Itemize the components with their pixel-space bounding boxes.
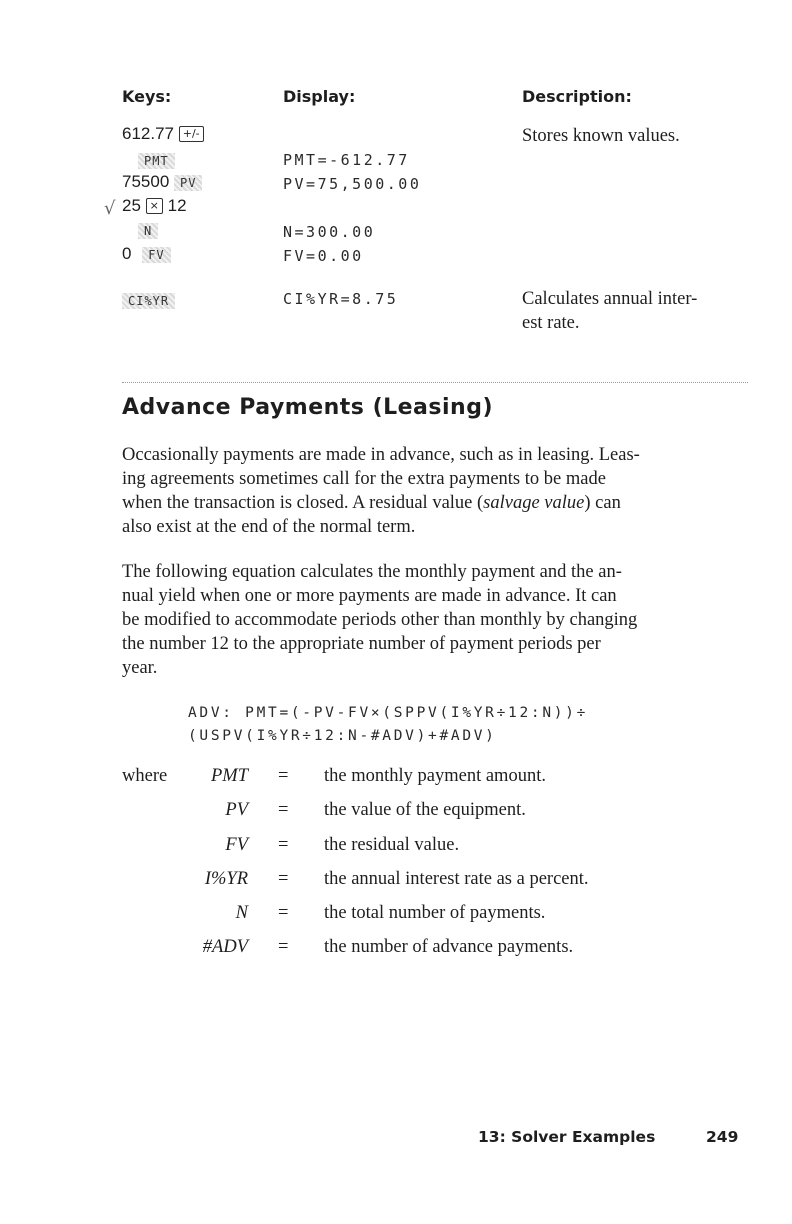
paragraph-line [122, 491, 740, 515]
def-pmt: the monthly payment amount. [324, 766, 546, 786]
var-n: N [235, 903, 248, 923]
paragraph-line: ing agreements sometimes call for the extra payments to be made [122, 469, 606, 489]
display-n: N=300.00 [283, 223, 376, 241]
footer-chapter: 13: Solver Examples [478, 1128, 656, 1146]
display-fv: FV=0.00 [283, 247, 364, 265]
keys-row-5 [138, 220, 158, 239]
change-sign-key: +/- [179, 126, 204, 142]
display-pv: PV=75,500.00 [283, 175, 422, 193]
keys-row-4 [122, 196, 187, 216]
ci-yr-softkey: CI%YR [122, 293, 175, 309]
def-n: the total number of payments. [324, 903, 546, 923]
equals-sign: = [278, 835, 289, 855]
var-fv: FV [225, 835, 248, 855]
keys-row-1 [122, 124, 204, 144]
paragraph-line: year. [122, 658, 158, 678]
display-pmt: PMT=-612.77 [283, 151, 410, 169]
paragraph-line: The following equation calculates the monthly payment and the an- [122, 562, 622, 582]
keys-row-6 [122, 244, 171, 264]
description-calculates [522, 287, 697, 335]
key-value: 612.77 [122, 124, 174, 143]
equals-sign: = [278, 766, 289, 786]
description-header: Description: [522, 87, 632, 106]
key-value: 25 [122, 196, 141, 215]
fv-softkey: FV [142, 247, 170, 263]
pv-softkey: PV [174, 175, 202, 191]
def-adv: the number of advance payments. [324, 937, 574, 957]
equation-line-2: (USPV(I%YR÷12:N-#ADV)+#ADV) [188, 728, 497, 744]
where-label: where [122, 766, 168, 786]
keys-row-7 [122, 290, 175, 309]
var-pmt: PMT [211, 766, 248, 786]
var-pv: PV [225, 800, 248, 820]
equals-sign: = [278, 869, 289, 889]
paragraph-line: the number 12 to the appropriate number of payment periods per [122, 634, 601, 654]
equals-sign: = [278, 937, 289, 957]
display-ci-yr: CI%YR=8.75 [283, 290, 399, 308]
description-line: Calculates annual inter- [522, 289, 698, 309]
display-header: Display: [283, 87, 356, 106]
text-run: ) can [584, 493, 621, 513]
var-i-yr: I%YR [204, 869, 248, 889]
keys-row-3 [122, 172, 202, 192]
key-value-2: 12 [167, 196, 187, 215]
var-adv: #ADV [202, 937, 248, 957]
paragraph-line: nual yield when one or more payments are made in advance. It can [122, 586, 617, 606]
keys-header: Keys: [122, 87, 172, 106]
def-i-yr: the annual interest rate as a percent. [324, 869, 589, 889]
key-value: 75500 [122, 172, 170, 191]
italic-term: salvage value [483, 493, 585, 513]
section-title: Advance Payments (Leasing) [122, 395, 494, 420]
pmt-softkey: PMT [138, 153, 175, 169]
page-number: 249 [706, 1128, 739, 1146]
equals-sign: = [278, 903, 289, 923]
equals-sign: = [278, 800, 289, 820]
text-run: when the transaction is closed. A residual value ( [122, 493, 484, 513]
paragraph-line: also exist at the end of the normal term. [122, 517, 416, 537]
description-line: est rate. [522, 313, 580, 333]
n-softkey: N [138, 223, 158, 239]
section-divider [122, 382, 748, 383]
key-value: 0 [122, 244, 132, 263]
paragraph-line: Occasionally payments are made in advance, such as in leasing. Leas- [122, 445, 640, 465]
def-fv: the residual value. [324, 835, 460, 855]
keys-row-2 [138, 150, 175, 169]
paragraph-intro [122, 443, 740, 539]
solver-equation [188, 702, 588, 748]
multiply-key: × [146, 198, 163, 214]
def-pv: the value of the equipment. [324, 800, 526, 820]
equation-line-1: ADV: PMT=(-PV-FV×(SPPV(I%YR÷12:N))÷ [188, 705, 589, 721]
description-stores: Stores known values. [522, 126, 680, 146]
paragraph-equation-intro [122, 560, 740, 680]
checkmark-icon: √ [104, 198, 116, 219]
paragraph-line: be modified to accommodate periods other than monthly by changing [122, 610, 638, 630]
